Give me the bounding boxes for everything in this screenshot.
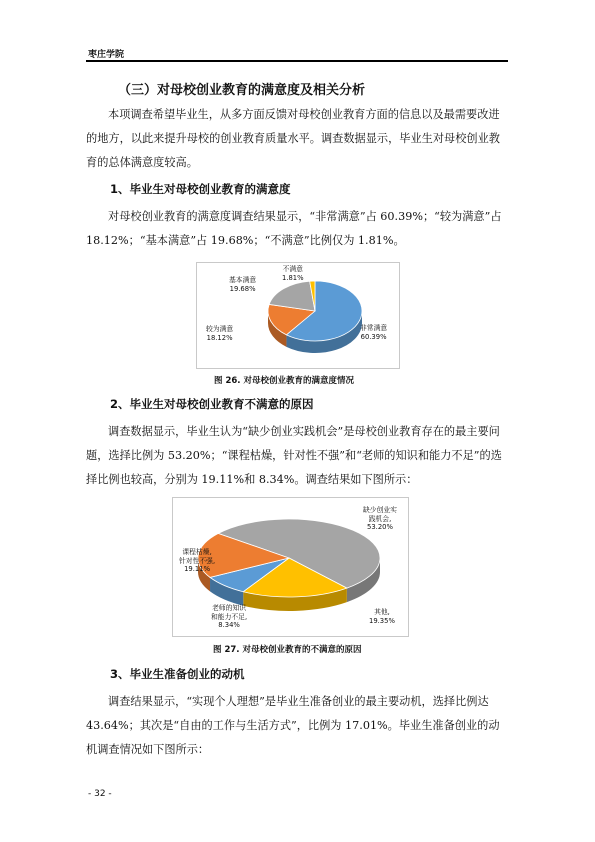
fig26-label-unsatisfied xyxy=(282,265,304,282)
fig27-label-teacher-pct: 8.34% xyxy=(218,621,240,630)
fig26-label-basic-pct: 19.68% xyxy=(229,284,256,293)
subsection-2-title: 2、毕业生对母校创业教育不满意的原因 xyxy=(110,397,314,411)
fig27-label-teacher-line1: 老师的知识 xyxy=(212,604,247,612)
fig26-label-very-name: 非常满意 xyxy=(360,324,388,332)
figure-26-caption: 图 26. 对母校创业教育的满意度情况 xyxy=(214,376,354,386)
fig27-label-other-pct: 19.35% xyxy=(369,616,395,625)
header-school-name: 枣庄学院 xyxy=(88,50,125,60)
fig26-label-unsatisfied-name: 不满意 xyxy=(282,265,303,273)
fig27-label-course-line2: 针对性不强, xyxy=(179,556,216,565)
subsection-3-title: 3、毕业生准备创业的动机 xyxy=(110,667,245,681)
fig27-label-practice xyxy=(363,506,397,532)
fig26-label-very xyxy=(360,324,387,341)
fig26-label-fairly xyxy=(206,325,233,342)
figure-26-frame xyxy=(196,262,400,369)
section-title: （三）对母校创业教育的满意度及相关分析 xyxy=(118,83,366,98)
fig27-label-other-line1: 其他, xyxy=(374,608,390,616)
fig26-label-unsatisfied-pct: 1.81% xyxy=(282,273,304,282)
fig27-label-practice-line1: 缺少创业实 xyxy=(363,506,397,514)
intro-paragraph: 本项调查希望毕业生，从多方面反馈对母校创业教育方面的信息以及最需要改进的地方，以此来提升母校的创业教育质量水平。调查数据显示，毕业生对母校创业教育的总体满意度较高。 xyxy=(86,108,500,169)
fig27-label-teacher xyxy=(211,604,247,630)
page-number: - 32 - xyxy=(88,789,112,799)
fig27-label-practice-line2: 践机会, xyxy=(368,514,392,523)
subsection-2-text: 调查数据显示，毕业生认为“缺少创业实践机会”是母校创业教育存在的最主要问题，选择比例为 53.20%；“课程枯燥，针对性不强”和“老师的知识和能力不足”的选择比例也较高，分别为 19.11%和 8.34%。调查结果如下图所示： xyxy=(86,425,502,486)
fig26-label-very-pct: 60.39% xyxy=(360,332,387,341)
fig26-label-fairly-name: 较为满意 xyxy=(206,325,234,333)
figure-27-frame xyxy=(172,497,409,637)
fig26-label-basic-name: 基本满意 xyxy=(229,276,257,284)
fig27-label-course-pct: 19.11% xyxy=(184,565,211,574)
fig27-label-teacher-line2: 和能力不足, xyxy=(211,612,248,621)
subsection-3-text: 调查结果显示，“实现个人理想”是毕业生准备创业的最主要动机，选择比例达 43.64%；其次是“自由的工作与生活方式”，比例为 17.01%。毕业生准备创业的动机调查情况如下图所示： xyxy=(86,695,500,756)
fig26-label-fairly-pct: 18.12% xyxy=(206,333,233,342)
fig27-label-practice-pct: 53.20% xyxy=(367,523,393,532)
fig27-label-course xyxy=(179,548,215,574)
figure-27-caption: 图 27. 对母校创业教育的不满意的原因 xyxy=(213,645,362,655)
subsection-1-title: 1、毕业生对母校创业教育的满意度 xyxy=(110,182,291,196)
fig27-label-other xyxy=(369,608,395,625)
subsection-1-text: 对母校创业教育的满意度调查结果显示，“非常满意”占 60.39%；“较为满意”占 18.12%；“基本满意”占 19.68%；“不满意”比例仅为 1.81%。 xyxy=(86,210,502,247)
fig26-label-basic xyxy=(229,276,256,293)
header-divider xyxy=(86,60,508,62)
fig27-label-course-line1: 课程枯燥, xyxy=(182,548,212,556)
